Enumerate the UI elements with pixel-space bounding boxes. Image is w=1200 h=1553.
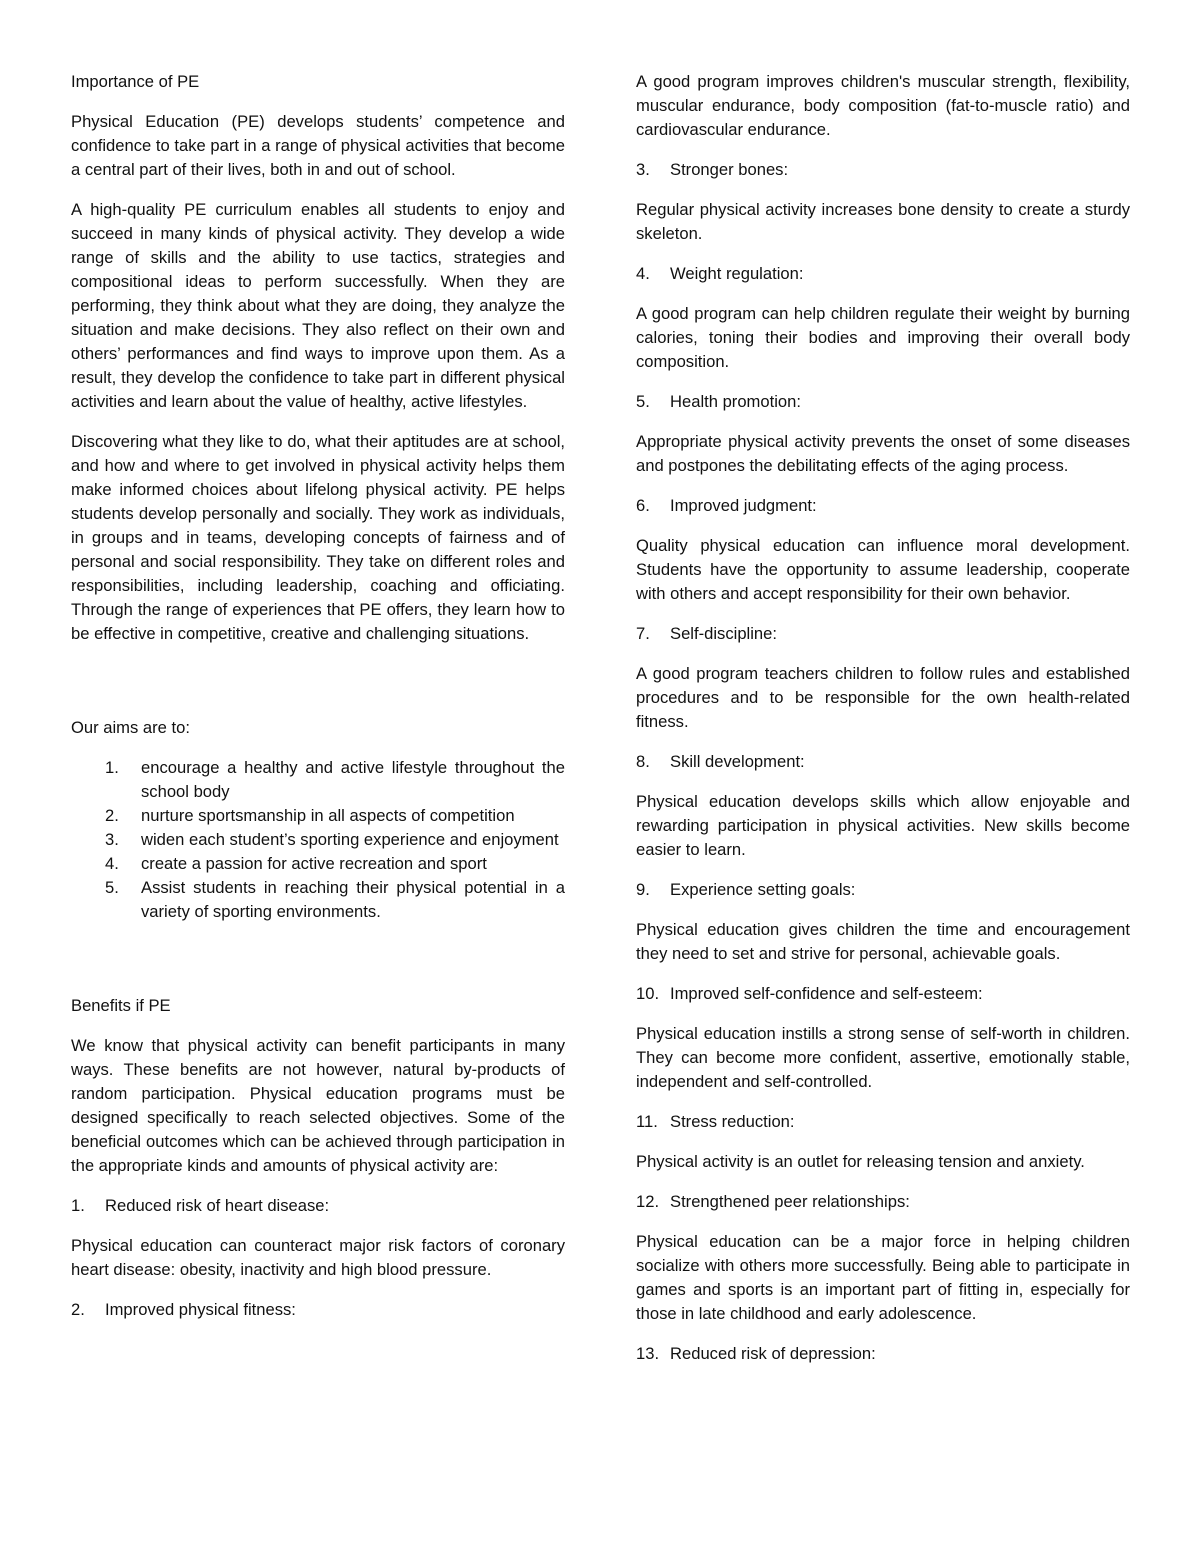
benefit-text: Physical education instills a strong sense of self-worth in children. They can become more confident, assertive, emotionally stable, independent and self-controlled. xyxy=(636,1024,1130,1091)
benefit-heading: 1. Reduced risk of heart disease: xyxy=(71,1196,330,1215)
list-item: 4. create a passion for active recreation and sport xyxy=(105,854,487,873)
benefit-heading: 10. Improved self-confidence and self-esteem: xyxy=(636,984,983,1003)
list-item: 3. widen each student’s sporting experience and enjoyment xyxy=(105,830,559,849)
benefit-text: Physical education can counteract major risk factors of coronary heart disease: obesity, inactivity and high blood pressure. xyxy=(71,1236,565,1279)
benefit-text: Regular physical activity increases bone density to create a sturdy skeleton. xyxy=(636,200,1130,243)
benefit-text: Physical education gives children the time and encouragement they need to set and strive for personal, achievable goals. xyxy=(636,920,1130,963)
paragraph: We know that physical activity can benefit participants in many ways. These benefits are not however, natural by-products of random participation. Physical education programs must be designed specifically to reach selected objectives. Some of the beneficial outcomes which can be achieved through participation in the appropriate kinds and amounts of physical activity are: xyxy=(71,1036,565,1175)
benefit-text: A good program can help children regulate their weight by burning calories, toning their bodies and improving their overall body composition. xyxy=(636,304,1130,371)
benefit-heading: 12. Strengthened peer relationships: xyxy=(636,1192,910,1211)
benefit-text: A good program teachers children to follow rules and established procedures and to be responsible for the own health-related fitness. xyxy=(636,664,1130,731)
section-heading-importance: Importance of PE xyxy=(71,72,200,91)
benefit-heading: 8. Skill development: xyxy=(636,752,805,771)
paragraph: Physical Education (PE) develops students’ competence and confidence to take part in a range of physical activities that become a central part of their lives, both in and out of school. xyxy=(71,112,565,179)
section-heading-benefits: Benefits if PE xyxy=(71,996,171,1015)
benefit-heading: 2. Improved physical fitness: xyxy=(71,1300,296,1319)
list-item: 1. encourage a healthy and active lifestyle throughout the school body xyxy=(105,758,565,801)
paragraph: Discovering what they like to do, what their aptitudes are at school, and how and where to get involved in physical activity helps them make informed choices about lifelong physical activity. PE helps students develop personally and socially. They work as individuals, in groups and in teams, developing concepts of fairness and of personal and social responsibility. They take on different roles and responsibilities, including leadership, coaching and officiating. Through the range of experiences that PE offers, they learn how to be effective in competitive, creative and challenging situations. xyxy=(71,432,565,643)
list-item: 2. nurture sportsmanship in all aspects of competition xyxy=(105,806,515,825)
left-column xyxy=(71,70,565,1338)
aims-list xyxy=(71,756,565,924)
benefit-text: A good program improves children's muscular strength, flexibility, muscular endurance, body composition (fat-to-muscle ratio) and cardiovascular endurance. xyxy=(636,72,1130,139)
benefit-heading: 4. Weight regulation: xyxy=(636,264,804,283)
benefit-heading: 13. Reduced risk of depression: xyxy=(636,1344,876,1363)
benefit-text: Physical activity is an outlet for releasing tension and anxiety. xyxy=(636,1152,1085,1171)
benefit-heading: 7. Self-discipline: xyxy=(636,624,777,643)
benefit-heading: 11. Stress reduction: xyxy=(636,1112,795,1131)
benefit-text: Appropriate physical activity prevents the onset of some diseases and postpones the debilitating effects of the aging process. xyxy=(636,432,1130,475)
right-column xyxy=(636,70,1130,1382)
benefit-text: Physical education can be a major force in helping children socialize with others more successfully. Being able to participate in games and sports is an important part of fitting in, especially for those in late childhood and early adolescence. xyxy=(636,1232,1130,1323)
benefit-text: Quality physical education can influence moral development. Students have the opportunity to assume leadership, cooperate with others and accept responsibility for their own behavior. xyxy=(636,536,1130,603)
benefit-heading: 6. Improved judgment: xyxy=(636,496,817,515)
benefit-heading: 3. Stronger bones: xyxy=(636,160,789,179)
benefit-heading: 5. Health promotion: xyxy=(636,392,801,411)
benefit-heading: 9. Experience setting goals: xyxy=(636,880,856,899)
benefit-text: Physical education develops skills which allow enjoyable and rewarding participation in physical activities. New skills become easier to learn. xyxy=(636,792,1130,859)
section-heading-aims: Our aims are to: xyxy=(71,718,190,737)
paragraph: A high-quality PE curriculum enables all students to enjoy and succeed in many kinds of physical activity. They develop a wide range of skills and the ability to use tactics, strategies and compositional ideas to perform successfully. When they are performing, they think about what they are doing, they analyze the situation and make decisions. They also reflect on their own and others’ performances and find ways to improve upon them. As a result, they develop the confidence to take part in different physical activities and learn about the value of healthy, active lifestyles. xyxy=(71,200,565,411)
list-item: 5. Assist students in reaching their physical potential in a variety of sporting environments. xyxy=(105,878,565,921)
